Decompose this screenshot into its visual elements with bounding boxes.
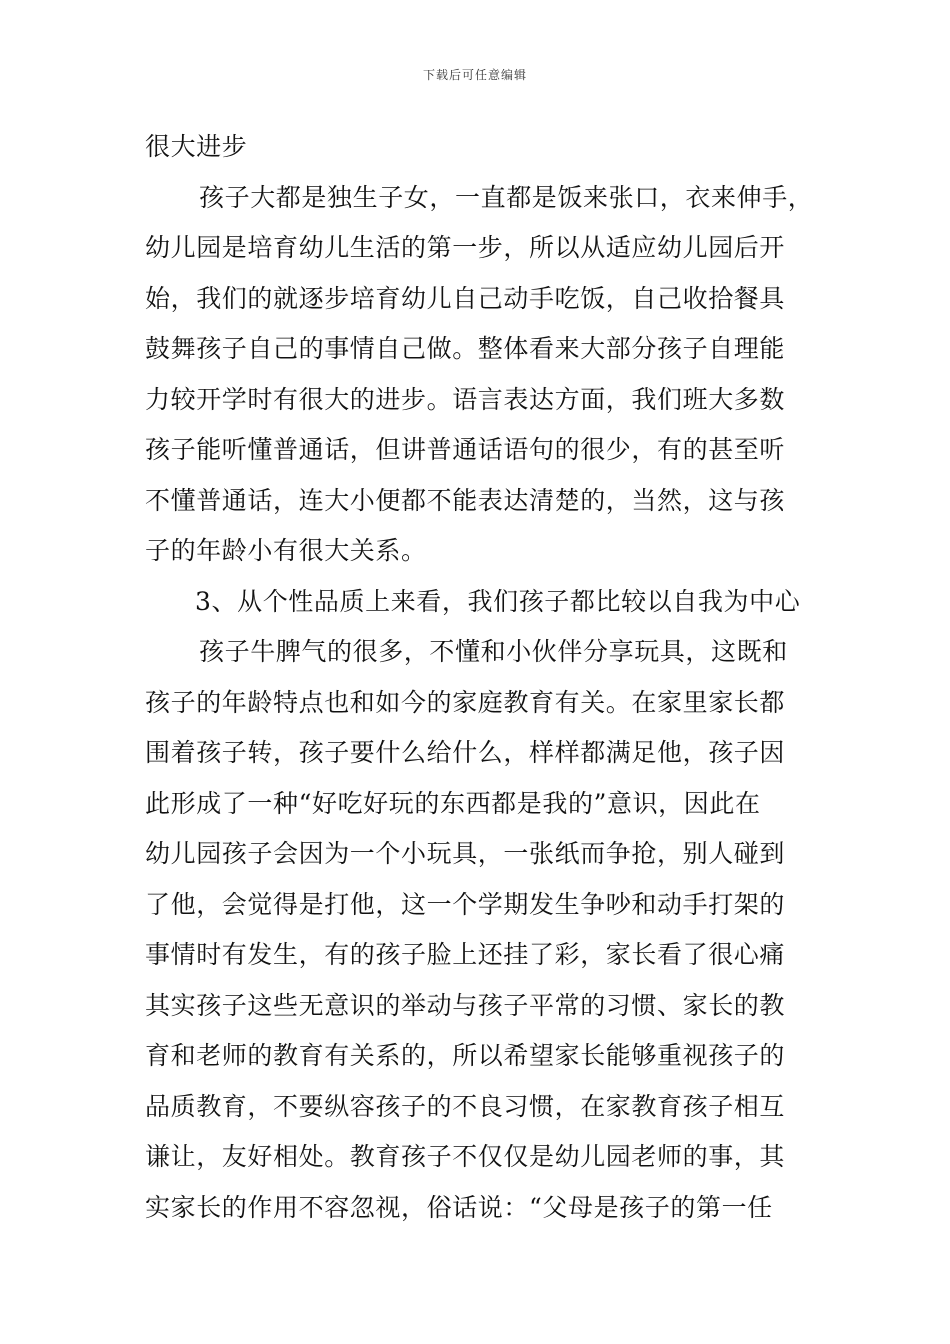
text-line: 此形成了一种“好吃好玩的东西都是我的”意识，因此在 [145,788,761,818]
text-line: 幼儿园是培育幼儿生活的第一步，所以从适应幼儿园后开 [145,233,786,262]
text-line: 不懂普通话，连大小便都不能表达清楚的，当然，这与孩 [145,485,786,515]
text-line: 孩子牛脾气的很多，不懂和小伙伴分享玩具，这既和 [199,637,788,666]
document-body [145,122,835,1233]
page-header: 下载后可任意编辑 [422,68,527,82]
text-line: 幼儿园孩子会因为一个小玩具，一张纸而争抢，别人碰到 [145,839,786,868]
text-line: 力较开学时有很大的进步。语言表达方面，我们班大多数 [145,384,786,414]
section-heading: 3、从个性品质上来看，我们孩子都比较以自我为中心 [195,586,801,616]
text-line: 品质教育，不要纵容孩子的不良习惯，在家教育孩子相互 [145,1091,786,1121]
text-line: 实家长的作用不容忽视，俗话说：“父母是孩子的第一任 [145,1192,773,1222]
text-line: 了他，会觉得是打他，这一个学期发生争吵和动手打架的 [145,889,786,919]
text-line: 围着孩子转，孩子要什么给什么，样样都满足他，孩子因 [145,738,786,767]
text-line: 鼓舞孩子自己的事情自己做。整体看来大部分孩子自理能 [145,334,786,363]
text-line: 其实孩子这些无意识的举动与孩子平常的习惯、家长的教 [145,990,786,1020]
text-line: 事情时有发生，有的孩子脸上还挂了彩，家长看了很心痛 [145,940,786,969]
text-line: 孩子的年龄特点也和如今的家庭教育有关。在家里家长都 [145,687,786,717]
text-line: 很大进步 [145,132,248,161]
text-line: 孩子能听懂普通话，但讲普通话语句的很少，有的甚至听 [145,435,786,464]
text-line: 孩子大都是独生子女，一直都是饭来张口，衣来伸手， [199,182,814,212]
text-line: 育和老师的教育有关系的，所以希望家长能够重视孩子的 [145,1041,786,1070]
text-line: 始，我们的就逐步培育幼儿自己动手吃饭，自己收拾餐具 [145,283,786,313]
text-line: 子的年龄小有很大关系。 [145,536,427,565]
text-line: 谦让，友好相处。教育孩子不仅仅是幼儿园老师的事，其 [145,1142,786,1171]
